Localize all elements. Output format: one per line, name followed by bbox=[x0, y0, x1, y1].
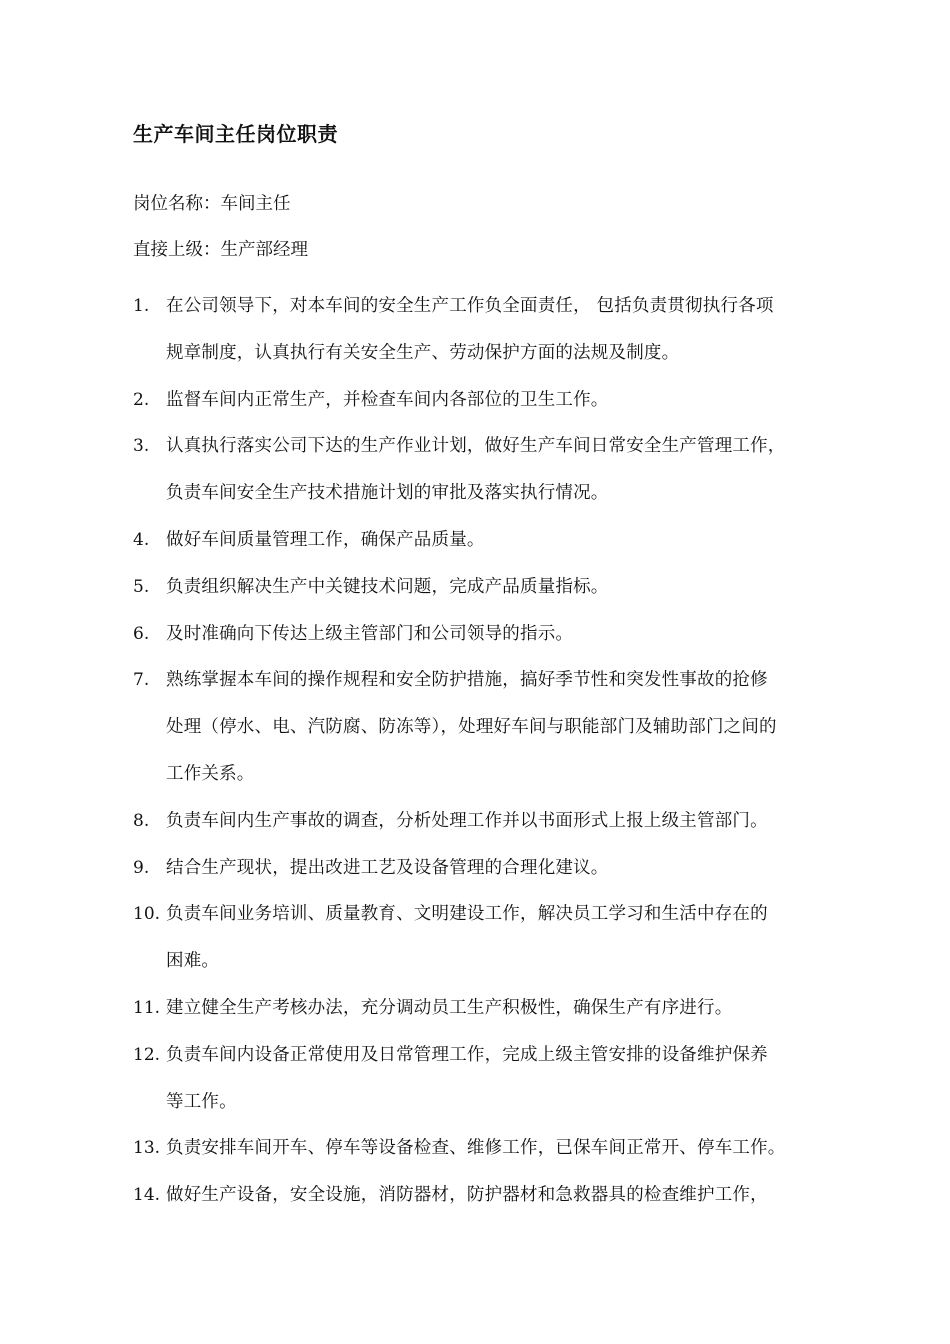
duty-number: 5. bbox=[133, 576, 150, 597]
duty-number: 14. bbox=[133, 1185, 161, 1206]
duty-line: 及时准确向下传达上级主管部门和公司领导的指示。 bbox=[166, 623, 574, 644]
duty-line: 负责组织解决生产中关键技术问题，完成产品质量指标。 bbox=[166, 576, 609, 597]
duty-number: 7. bbox=[133, 670, 150, 691]
duty-item bbox=[0, 985, 950, 1032]
duty-text bbox=[166, 845, 826, 892]
duty-item bbox=[0, 798, 950, 845]
duty-line: 负责车间安全生产技术措施计划的审批及落实执行情况。 bbox=[166, 483, 609, 504]
duty-item bbox=[0, 845, 950, 892]
duty-item bbox=[0, 657, 950, 797]
duty-line: 认真执行落实公司下达的生产作业计划，做好生产车间日常安全生产管理工作， bbox=[166, 436, 786, 457]
duty-line: 做好生产设备，安全设施，消防器材，防护器材和急救器具的检查维护工作， bbox=[166, 1185, 768, 1206]
duty-item bbox=[0, 564, 950, 611]
duty-item bbox=[0, 891, 950, 985]
duty-text bbox=[166, 657, 826, 797]
duty-number: 11. bbox=[133, 997, 161, 1018]
duty-line: 负责车间内设备正常使用及日常管理工作，完成上级主管安排的设备维护保养 bbox=[166, 1044, 768, 1065]
duty-text bbox=[166, 891, 826, 985]
duty-item bbox=[0, 377, 950, 424]
duty-number: 8. bbox=[133, 810, 150, 831]
duty-line: 做好车间质量管理工作，确保产品质量。 bbox=[166, 529, 485, 550]
duty-line: 监督车间内正常生产，并检查车间内各部位的卫生工作。 bbox=[166, 389, 609, 410]
duty-line: 建立健全生产考核办法，充分调动员工生产积极性，确保生产有序进行。 bbox=[166, 997, 733, 1018]
position-name: 岗位名称：车间主任 bbox=[133, 194, 291, 214]
duty-number: 9. bbox=[133, 857, 150, 878]
duty-item bbox=[0, 283, 950, 377]
duty-text bbox=[166, 517, 826, 564]
duty-text bbox=[166, 611, 826, 658]
duty-line: 负责车间内生产事故的调查，分析处理工作并以书面形式上报上级主管部门。 bbox=[166, 810, 768, 831]
duty-number: 1. bbox=[133, 296, 150, 316]
document-title: 生产车间主任岗位职责 bbox=[133, 122, 338, 146]
duty-text bbox=[166, 377, 826, 424]
duty-number: 13. bbox=[133, 1138, 161, 1159]
duty-number: 10. bbox=[133, 904, 161, 925]
duty-line: 结合生产现状，提出改进工艺及设备管理的合理化建议。 bbox=[166, 857, 609, 878]
duty-text bbox=[166, 423, 826, 517]
duty-number: 4. bbox=[133, 529, 150, 550]
duty-line: 规章制度，认真执行有关安全生产、劳动保护方面的法规及制度。 bbox=[166, 342, 680, 363]
duty-line: 困难。 bbox=[166, 951, 220, 972]
duty-line: 负责安排车间开车、停车等设备检查、维修工作，已保车间正常开、停车工作。 bbox=[166, 1138, 786, 1159]
duty-list bbox=[0, 283, 950, 1219]
duty-number: 12. bbox=[133, 1044, 161, 1065]
duty-item bbox=[0, 423, 950, 517]
duty-number: 3. bbox=[133, 436, 150, 457]
duty-line: 负责车间业务培训、质量教育、文明建设工作，解决员工学习和生活中存在的 bbox=[166, 904, 768, 925]
duty-item bbox=[0, 1125, 950, 1172]
duty-text bbox=[166, 283, 826, 377]
duty-line: 熟练掌握本车间的操作规程和安全防护措施，搞好季节性和突发性事故的抢修 bbox=[166, 670, 768, 691]
duty-line: 在公司领导下，对本车间的安全生产工作负全面责任， 包括负责贯彻执行各项 bbox=[166, 296, 774, 316]
duty-text bbox=[166, 564, 826, 611]
duty-item bbox=[0, 1172, 950, 1219]
duty-text bbox=[166, 1032, 826, 1126]
duty-text bbox=[166, 985, 826, 1032]
duty-item bbox=[0, 1032, 950, 1126]
direct-supervisor: 直接上级：生产部经理 bbox=[133, 240, 308, 260]
duty-text bbox=[166, 1172, 826, 1219]
duty-item bbox=[0, 517, 950, 564]
duty-line: 等工作。 bbox=[166, 1091, 237, 1112]
duty-number: 2. bbox=[133, 389, 150, 410]
duty-number: 6. bbox=[133, 623, 150, 644]
duty-text bbox=[166, 1125, 826, 1172]
duty-line: 处理（停水、电、汽防腐、防冻等），处理好车间与职能部门及辅助部门之间的 bbox=[166, 717, 777, 738]
duty-line: 工作关系。 bbox=[166, 763, 255, 784]
duty-item bbox=[0, 611, 950, 658]
duty-text bbox=[166, 798, 826, 845]
